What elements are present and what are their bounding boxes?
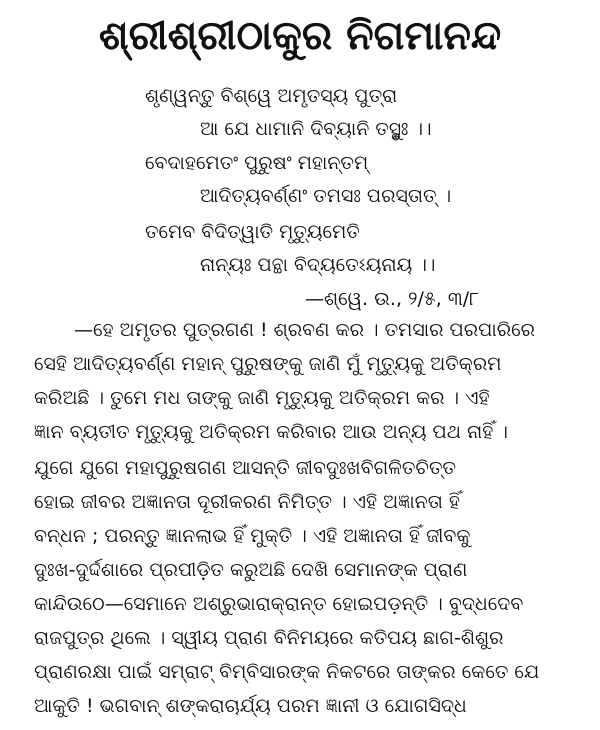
verse-citation: —ଶ୍ୱେ. ଉ., ୨/୫, ୩/୮ <box>305 288 480 310</box>
paragraph-line: ହୋଇ ଜୀବର ଅଜ୍ଞାନତା ଦୂରୀକରଣ ନିମିତ୍ତ । ଏହି ଅଜ୍ଞାନତା ହିଁ <box>34 491 460 513</box>
paragraph-line: ଆକୁତି ! ଭଗବାନ୍ ଶଙ୍କରାଚାର୍ଯ୍ୟ ପରମ ଜ୍ଞାନୀ ଓ ଯୋଗସିଦ୍ଧ <box>34 695 467 717</box>
verse-line: ତମେବ ବିଦିତ୍ୱାତି ମୃତ୍ୟୁମେତି <box>145 221 360 243</box>
verse-line: ଆ ଯେ ଧାମାନି ଦିବ୍ୟାନି ତସ୍ଥୁଃ ।। <box>200 118 432 140</box>
verse-line: ଶୃଣ୍ୱନ୍ତୁ ବିଶ୍ୱେ ଅମୃତସ୍ୟ ପୁତ୍ରା <box>145 85 398 107</box>
paragraph-line: କରିଅଛି । ତୁମେ ମଧ ତାଙ୍କୁ ଜାଣି ମୃତ୍ୟୁକୁ ଅତିକ୍ରମ କର । ଏହି <box>34 387 490 409</box>
paragraph-line: କାନ୍ଦିଉଠେ—ସେମାନେ ଅଶ୍ରୁଭାରାକ୍ରାନ୍ତ ହୋଇପଡ଼ନ୍ତି । ବୁଦ୍ଧଦେବ <box>34 593 524 615</box>
verse-line: ନାନ୍ୟଃ ପନ୍ଥା ବିଦ୍ୟତେଽୟନାୟ ।। <box>200 254 436 276</box>
paragraph-line: ପ୍ରାଣରକ୍ଷା ପାଇଁ ସମ୍ରାଟ୍ ବିମ୍ବିସାରଙ୍କ ନିକଟରେ ତାଙ୍କର କେତେ ଯେ <box>34 661 540 683</box>
paragraph-line: ରାଜପୁତ୍ର ଥିଲେ । ସ୍ୱୀୟ ପ୍ରାଣ ବିନିମୟରେ କତିପୟ ଛାଗ-ଶିଶୁର <box>34 627 504 649</box>
paragraph-line: —ହେ ଅମୃତର ପୁତ୍ରଗଣ ! ଶ୍ରବଣ କର । ତମସାର ପରପାରିରେ <box>74 319 536 341</box>
paragraph-line: ବନ୍ଧନ ; ପରନ୍ତୁ ଜ୍ଞାନଲାଭ ହିଁ ମୁକ୍ତି । ଏହି ଅଜ୍ଞାନତା ହିଁ ଜୀବକୁ <box>34 525 471 547</box>
paragraph-line: ଯୁଗେ ଯୁଗେ ମହାପୁରୁଷଗଣ ଆସନ୍ତି ଜୀବଦୁଃଖବିଗଳିତଚିତ୍ତ <box>34 457 457 479</box>
verse-line: ବେଦାହମେତଂ ପୁରୁଷଂ ମହାନ୍ତମ୍ <box>145 152 369 174</box>
verse-line: ଆଦିତ୍ୟବର୍ଣ୍ଣଂ ତମସଃ ପରସ୍ତାତ୍ । <box>200 185 452 207</box>
paragraph-line: ଦୁଃଖ-ଦୁର୍ଦ୍ଦଶାରେ ପ୍ରପୀଡ଼ିତ କରୁଅଛି ଦେଖି ସେମାନଙ୍କ ପ୍ରାଣ <box>34 559 468 581</box>
paragraph-line: ସେହି ଆଦିତ୍ୟବର୍ଣ୍ଣ ମହାନ୍ ପୁରୁଷଙ୍କୁ ଜାଣି ମୁଁ ମୃତ୍ୟୁକୁ ଅତିକ୍ରମ <box>34 353 502 375</box>
page-title: ଶ୍ରୀଶ୍ରୀଠାକୁର ନିଗମାନନ୍ଦ <box>98 13 502 59</box>
paragraph-line: ଜ୍ଞାନ ବ୍ୟତୀତ ମୃତ୍ୟୁକୁ ଅତିକ୍ରମ କରିବାର ଆଉ ଅନ୍ୟ ପଥ ନାହିଁ । <box>34 421 508 443</box>
